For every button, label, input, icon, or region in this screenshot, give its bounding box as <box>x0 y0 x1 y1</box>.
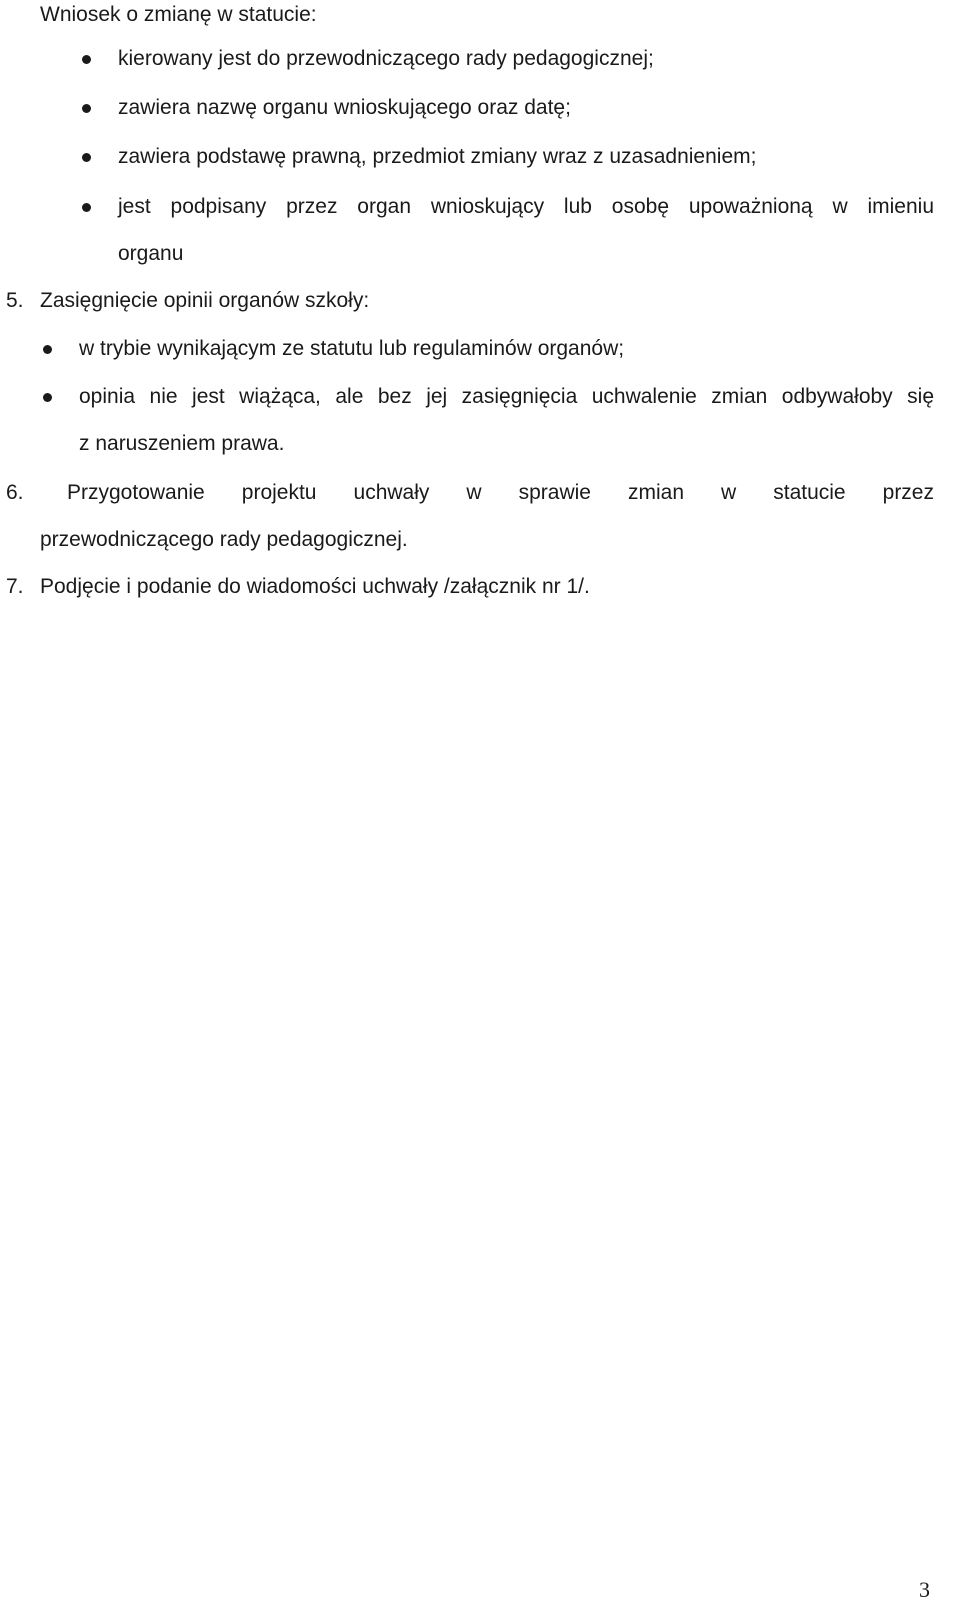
step-number: 7. <box>6 575 24 598</box>
step-number: 6. <box>6 481 24 504</box>
list-item: zawiera nazwę organu wnioskującego oraz datę; <box>118 96 571 119</box>
step-text: Przygotowanie projektu uchwały w sprawie zmian w statucie przez <box>67 481 934 504</box>
list-item: opinia nie jest wiążąca, ale bez jej zasięgnięcia uchwalenie zmian odbywałoby się <box>79 385 934 408</box>
list-item: zawiera podstawę prawną, przedmiot zmiany wraz z uzasadnieniem; <box>118 145 757 168</box>
step-number: 5. <box>6 289 24 312</box>
list-item: w trybie wynikającym ze statutu lub regulaminów organów; <box>79 337 625 360</box>
list-item-continuation: organu <box>118 242 184 265</box>
bullet-icon <box>43 345 52 354</box>
step-text: Zasięgnięcie opinii organów szkoły: <box>40 289 370 312</box>
list-item: jest podpisany przez organ wnioskujący lub osobę upoważnioną w imieniu <box>118 195 934 218</box>
step-text: Podjęcie i podanie do wiadomości uchwały /załącznik nr 1/. <box>40 575 590 598</box>
bullet-icon <box>82 55 91 64</box>
bullet-icon <box>82 104 91 113</box>
list-item-continuation: z naruszeniem prawa. <box>79 432 285 455</box>
bullet-icon <box>43 393 52 402</box>
page-number: 3 <box>919 1577 930 1602</box>
step-text-continuation: przewodniczącego rady pedagogicznej. <box>40 528 408 551</box>
bullet-icon <box>82 153 91 162</box>
bullet-icon <box>82 203 91 212</box>
section-heading: Wniosek o zmianę w statucie: <box>40 3 317 26</box>
list-item: kierowany jest do przewodniczącego rady pedagogicznej; <box>118 47 654 70</box>
